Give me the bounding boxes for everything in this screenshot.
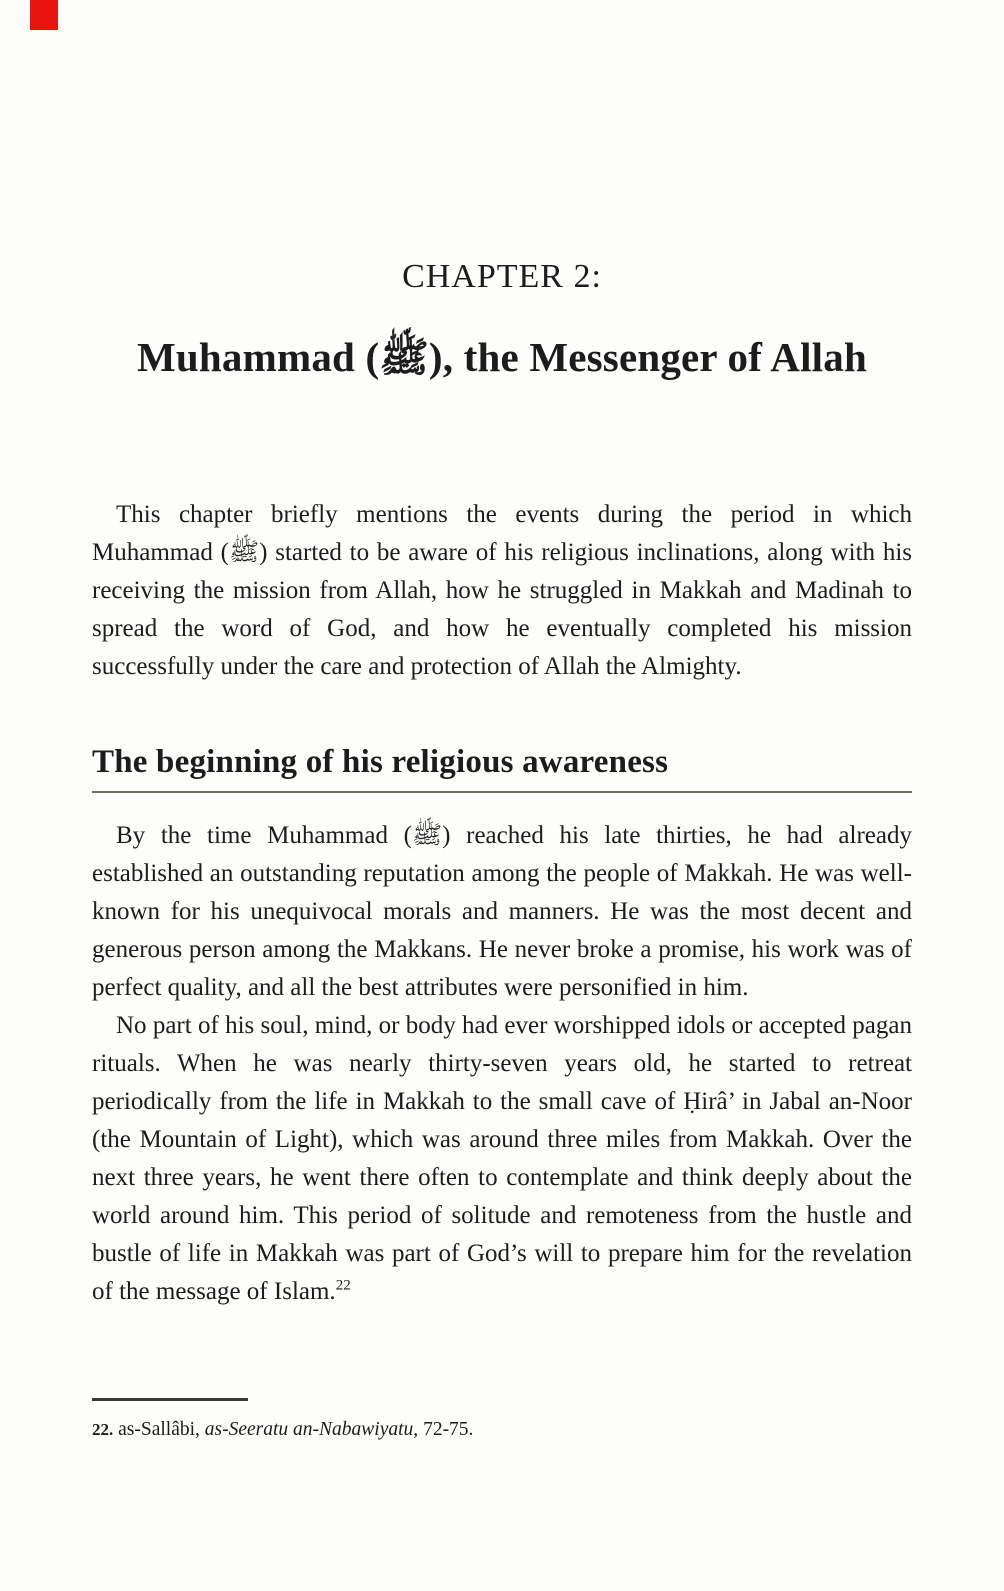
- footnote: [92, 1417, 912, 1443]
- footnote-title: as-Seeratu an-Nabawiyatu,: [204, 1419, 419, 1440]
- intro-paragraph: This chapter briefly mentions the events during the period in which Muhammad (ﷺ) started to be aware of his religious inclinations, along with his receiving the mission from Allah, how he struggled in Makkah and Madinah to spread the word of God, and how he eventually completed his mission successfully under the care and protection of Allah the Almighty.: [92, 501, 913, 680]
- section-heading-block: [92, 744, 912, 793]
- section-paragraph-2: [92, 1007, 912, 1311]
- chapter-label: CHAPTER 2:: [402, 258, 602, 295]
- footnote-pages: 72-75.: [423, 1419, 474, 1440]
- footnote-number: 22.: [92, 1420, 114, 1439]
- footnote-author: as-Sallâbi,: [118, 1419, 200, 1440]
- footnote-reference: 22: [335, 1277, 351, 1294]
- section-heading: The beginning of his religious awareness: [92, 744, 669, 780]
- section-paragraph-2-text: No part of his soul, mind, or body had ever worshipped idols or accepted pagan rituals. When he was nearly thirty-seven years old, he started to retreat periodically from the life in Makkah to the small cave of Ḥirâ’ in Jabal an-Noor (the Mountain of Light), which was around three miles from Makkah. Over the next three years, he went there often to contemplate and think deeply about the world around him. This period of solitude and remoteness from the hustle and bustle of life in Makkah was part of God’s will to prepare him for the revelation of the message of Islam.: [92, 1012, 912, 1305]
- chapter-title: Muhammad (ﷺ), the Messenger of Allah: [137, 334, 867, 380]
- footnote-divider: [92, 1398, 248, 1401]
- footnote-area: [92, 1398, 912, 1443]
- cover-edge-decoration: [30, 0, 58, 30]
- section-paragraph-1: By the time Muhammad (ﷺ) reached his late thirties, he had already established an outstanding reputation among the people of Makkah. He was well-known for his unequivocal morals and manners. He was the most decent and generous person among the Makkans. He never broke a promise, his work was of perfect quality, and all the best attributes were personified in him.: [92, 822, 912, 1001]
